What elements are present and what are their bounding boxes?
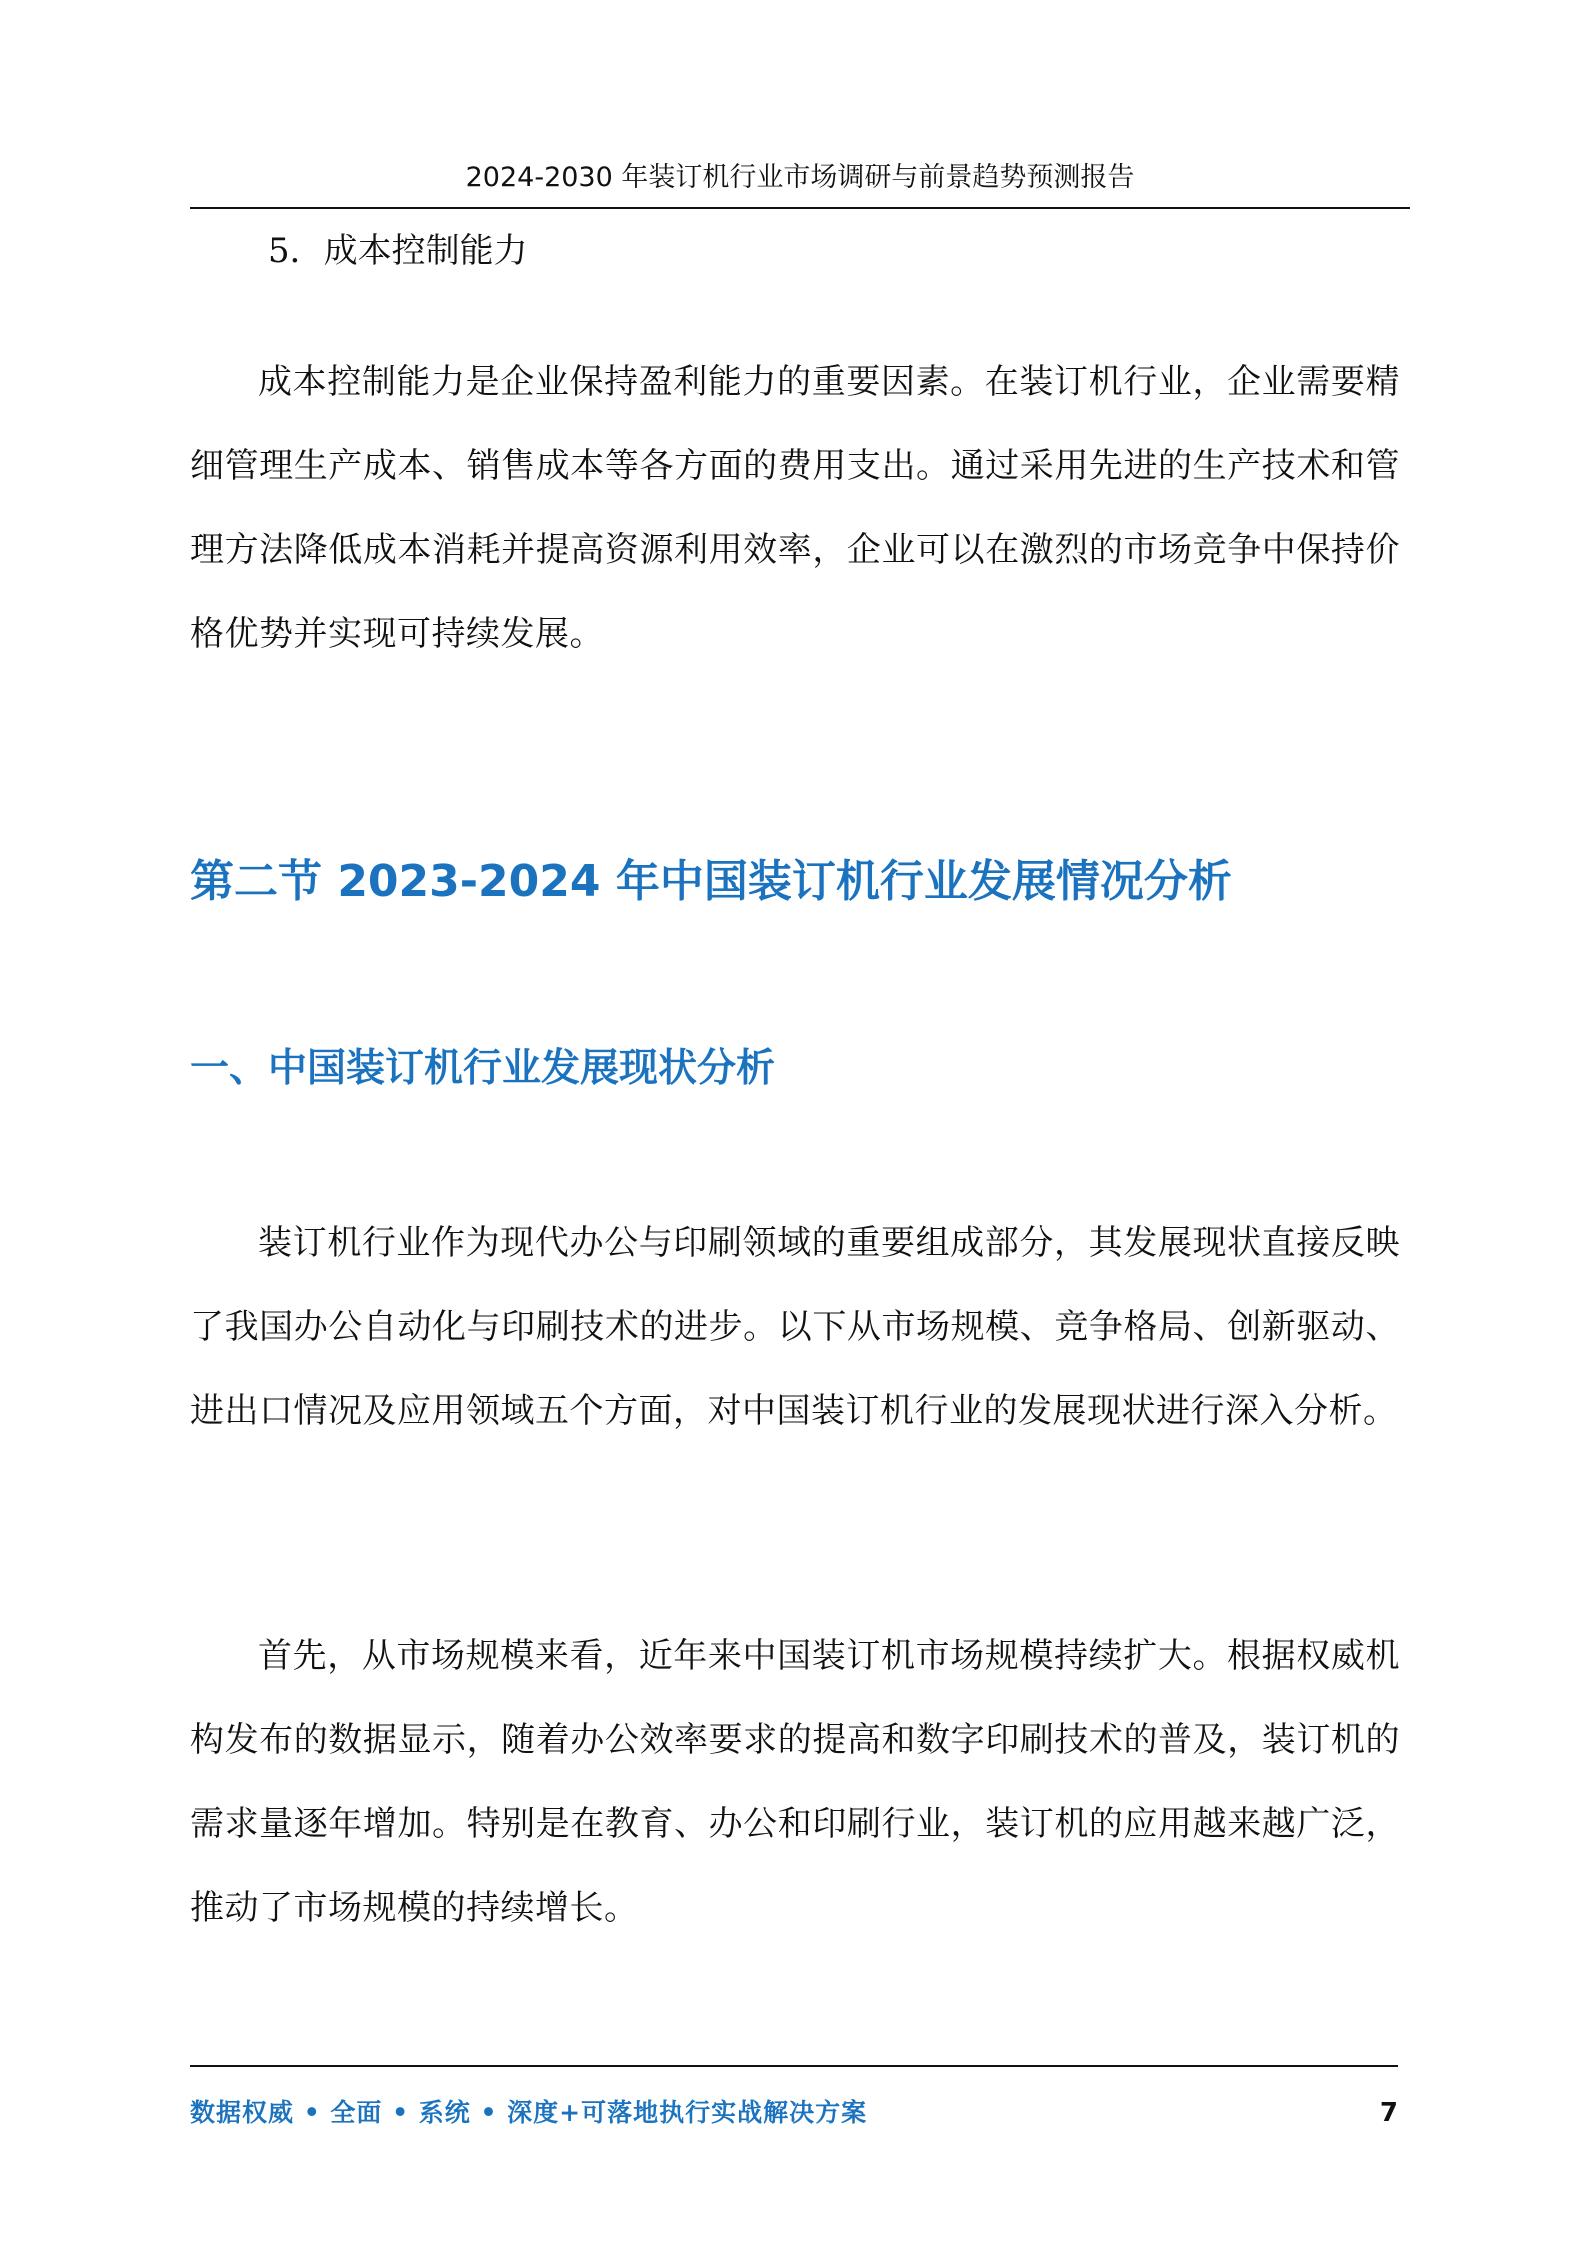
page-number: 7 bbox=[1379, 2098, 1398, 2128]
paragraph-industry-status: 装订机行业作为现代办公与印刷领域的重要组成部分，其发展现状直接反映了我国办公自动化与印刷技术的进步。以下从市场规模、竞争格局、创新驱动、进出口情况及应用领域五个方面，对中国装订机行业的发展现状进行深入分析。 bbox=[190, 1223, 1400, 1431]
section-heading: 第二节 2023-2024 年中国装订机行业发展情况分析 bbox=[190, 856, 1232, 907]
paragraph-market-scale: 首先，从市场规模来看，近年来中国装订机市场规模持续扩大。根据权威机构发布的数据显示，随着办公效率要求的提高和数字印刷技术的普及，装订机的需求量逐年增加。特别是在教育、办公和印刷行业，装订机的应用越来越广泛，推动了市场规模的持续增长。 bbox=[190, 1636, 1400, 1928]
header-title: 2024-2030 年装订机行业市场调研与前景趋势预测报告 bbox=[465, 162, 1135, 193]
paragraph-cost-control: 成本控制能力是企业保持盈利能力的重要因素。在装订机行业，企业需要精细管理生产成本、销售成本等各方面的费用支出。通过采用先进的生产技术和管理方法降低成本消耗并提高资源利用效率，企业可以在激烈的市场竞争中保持价格优势并实现可持续发展。 bbox=[190, 362, 1400, 654]
header-rule bbox=[190, 207, 1410, 209]
subsection-heading: 一、中国装订机行业发展现状分析 bbox=[190, 1046, 776, 1091]
subheading-cost-control: 5．成本控制能力 bbox=[268, 231, 528, 271]
footer-rule bbox=[190, 2065, 1398, 2067]
footer-slogan: 数据权威 • 全面 • 系统 • 深度+可落地执行实战解决方案 bbox=[190, 2098, 868, 2127]
